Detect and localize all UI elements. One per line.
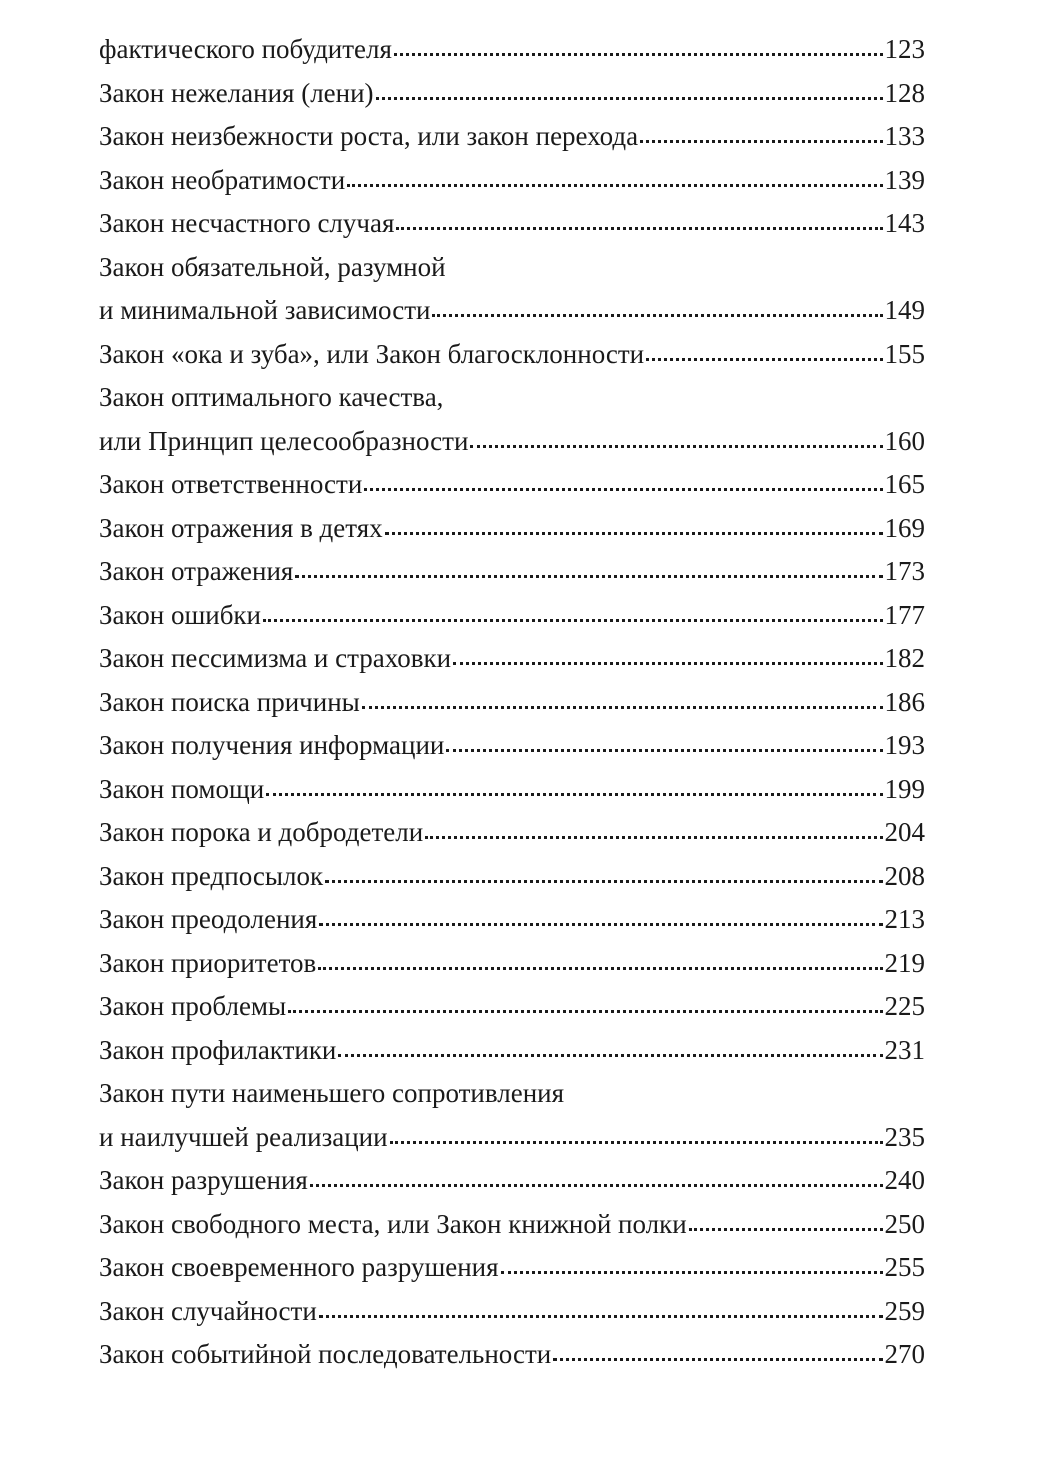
dot-leader bbox=[646, 358, 882, 361]
toc-entry bbox=[99, 1072, 925, 1116]
toc-entry-title: или Принцип целесообразности bbox=[99, 425, 469, 456]
toc-entry bbox=[99, 333, 925, 377]
toc-entry-title: Закон «ока и зуба», или Закон благосклонности bbox=[99, 338, 645, 369]
dot-leader bbox=[501, 1271, 883, 1274]
toc-entry-title: и минимальной зависимости bbox=[99, 295, 431, 325]
toc-entry bbox=[99, 985, 925, 1029]
toc-entry-title: Закон отражения bbox=[99, 556, 294, 586]
toc-entry-title: Закон отражения в детях bbox=[99, 512, 383, 543]
toc-entry bbox=[99, 1203, 925, 1247]
toc-entry-title: Закон нежелания (лени) bbox=[99, 77, 374, 108]
toc-entry bbox=[99, 1246, 925, 1290]
dot-leader bbox=[394, 53, 883, 56]
toc-entry-page-number: 133 bbox=[884, 121, 925, 151]
toc-entry bbox=[99, 115, 925, 159]
dot-leader bbox=[325, 880, 882, 883]
toc-entry bbox=[99, 594, 925, 638]
dot-leader bbox=[310, 1184, 883, 1187]
toc-entry-page-number: 240 bbox=[884, 1165, 925, 1195]
toc-entry-title: Закон случайности bbox=[99, 1295, 317, 1326]
toc-entry-title: Закон помощи bbox=[99, 773, 265, 804]
toc-entry-page-number: 213 bbox=[884, 904, 925, 934]
toc-entry-title: Закон неизбежности роста, или закон перехода bbox=[99, 121, 639, 151]
toc-entry bbox=[99, 1333, 925, 1377]
dot-leader bbox=[470, 445, 882, 448]
toc-entry bbox=[99, 507, 925, 551]
toc-entry-page-number: 139 bbox=[884, 164, 925, 195]
toc-entry bbox=[99, 768, 925, 812]
toc-entry bbox=[99, 681, 925, 725]
dot-leader bbox=[390, 1141, 883, 1144]
dot-leader bbox=[425, 836, 882, 839]
toc-entry-title: Закон поиска причины bbox=[99, 686, 360, 717]
toc-entry-page-number: 208 bbox=[884, 860, 925, 891]
dot-leader bbox=[385, 532, 883, 535]
toc-entry-page-number: 186 bbox=[884, 686, 925, 717]
toc-entry bbox=[99, 855, 925, 899]
toc-entry bbox=[99, 550, 925, 594]
toc-entry-page-number: 149 bbox=[884, 295, 925, 325]
toc-entry-page-number: 165 bbox=[884, 469, 925, 499]
toc-entry-page-number: 143 bbox=[884, 208, 925, 238]
toc-entry-page-number: 225 bbox=[884, 991, 925, 1021]
toc-entry bbox=[99, 1029, 925, 1073]
table-of-contents bbox=[99, 28, 925, 1377]
toc-entry-title: Закон пессимизма и страховки bbox=[99, 643, 452, 673]
dot-leader bbox=[640, 140, 882, 143]
toc-entry bbox=[99, 246, 925, 290]
dot-leader bbox=[432, 314, 882, 317]
toc-entry bbox=[99, 28, 925, 72]
toc-entry-page-number: 160 bbox=[884, 425, 925, 456]
toc-entry-title: Закон событийной последовательности bbox=[99, 1339, 552, 1369]
toc-entry-title: Закон разрушения bbox=[99, 1165, 308, 1195]
dot-leader bbox=[288, 1010, 882, 1013]
dot-leader bbox=[362, 706, 883, 709]
dot-leader bbox=[263, 619, 883, 622]
dot-leader bbox=[295, 575, 882, 578]
toc-entry-title: Закон ошибки bbox=[99, 599, 261, 630]
toc-entry-page-number: 231 bbox=[884, 1034, 925, 1065]
dot-leader bbox=[453, 662, 882, 665]
toc-entry-page-number: 250 bbox=[884, 1208, 925, 1239]
toc-entry-page-number: 204 bbox=[884, 817, 925, 847]
toc-entry-page-number: 128 bbox=[884, 77, 925, 108]
toc-entry-title: Закон несчастного случая bbox=[99, 208, 395, 238]
dot-leader bbox=[376, 97, 883, 100]
toc-entry bbox=[99, 159, 925, 203]
dot-leader bbox=[319, 923, 882, 926]
toc-entry-page-number: 193 bbox=[884, 730, 925, 760]
dot-leader bbox=[689, 1228, 883, 1231]
dot-leader bbox=[364, 488, 882, 491]
toc-entry bbox=[99, 463, 925, 507]
toc-entry bbox=[99, 724, 925, 768]
toc-entry-page-number: 123 bbox=[884, 34, 925, 64]
toc-entry-page-number: 177 bbox=[884, 599, 925, 630]
dot-leader bbox=[338, 1054, 882, 1057]
toc-entry bbox=[99, 289, 925, 333]
toc-entry bbox=[99, 72, 925, 116]
toc-entry bbox=[99, 1290, 925, 1334]
toc-entry-page-number: 270 bbox=[884, 1339, 925, 1369]
dot-leader bbox=[318, 967, 882, 970]
dot-leader bbox=[446, 749, 882, 752]
dot-leader bbox=[347, 184, 882, 187]
toc-entry-title: Закон пути наименьшего сопротивления bbox=[99, 1078, 565, 1108]
toc-entry-title: Закон порока и добродетели bbox=[99, 817, 424, 847]
toc-entry bbox=[99, 637, 925, 681]
toc-entry-title: Закон получения информации bbox=[99, 730, 445, 760]
toc-entry bbox=[99, 898, 925, 942]
toc-entry-page-number: 235 bbox=[884, 1121, 925, 1152]
toc-entry-page-number: 219 bbox=[884, 947, 925, 978]
toc-entry-page-number: 199 bbox=[884, 773, 925, 804]
toc-entry-title: Закон обязательной, разумной bbox=[99, 251, 446, 282]
toc-entry-title: Закон оптимального качества, bbox=[99, 382, 444, 412]
toc-entry-title: фактического побудителя bbox=[99, 34, 392, 64]
toc-entry-title: Закон своевременного разрушения bbox=[99, 1252, 499, 1282]
toc-entry-title: Закон свободного места, или Закон книжной полки bbox=[99, 1208, 687, 1239]
toc-entry-page-number: 259 bbox=[884, 1295, 925, 1326]
toc-entry-title: Закон необратимости bbox=[99, 164, 346, 195]
toc-entry-page-number: 155 bbox=[884, 338, 925, 369]
dot-leader bbox=[319, 1315, 883, 1318]
toc-entry-page-number: 255 bbox=[884, 1252, 925, 1282]
dot-leader bbox=[553, 1358, 882, 1361]
toc-entry-title: Закон проблемы bbox=[99, 991, 287, 1021]
toc-entry-page-number: 173 bbox=[884, 556, 925, 586]
toc-entry bbox=[99, 811, 925, 855]
dot-leader bbox=[396, 227, 882, 230]
toc-entry-title: Закон приоритетов bbox=[99, 947, 317, 978]
toc-entry-page-number: 169 bbox=[884, 512, 925, 543]
toc-entry-title: Закон профилактики bbox=[99, 1034, 337, 1065]
toc-entry bbox=[99, 1159, 925, 1203]
toc-entry-title: Закон преодоления bbox=[99, 904, 318, 934]
toc-entry bbox=[99, 1116, 925, 1160]
toc-entry bbox=[99, 942, 925, 986]
toc-entry bbox=[99, 202, 925, 246]
toc-entry-title: и наилучшей реализации bbox=[99, 1121, 388, 1152]
toc-entry bbox=[99, 376, 925, 420]
toc-entry-title: Закон предпосылок bbox=[99, 860, 324, 891]
toc-entry bbox=[99, 420, 925, 464]
dot-leader bbox=[266, 793, 882, 796]
toc-entry-title: Закон ответственности bbox=[99, 469, 363, 499]
toc-entry-page-number: 182 bbox=[884, 643, 925, 673]
